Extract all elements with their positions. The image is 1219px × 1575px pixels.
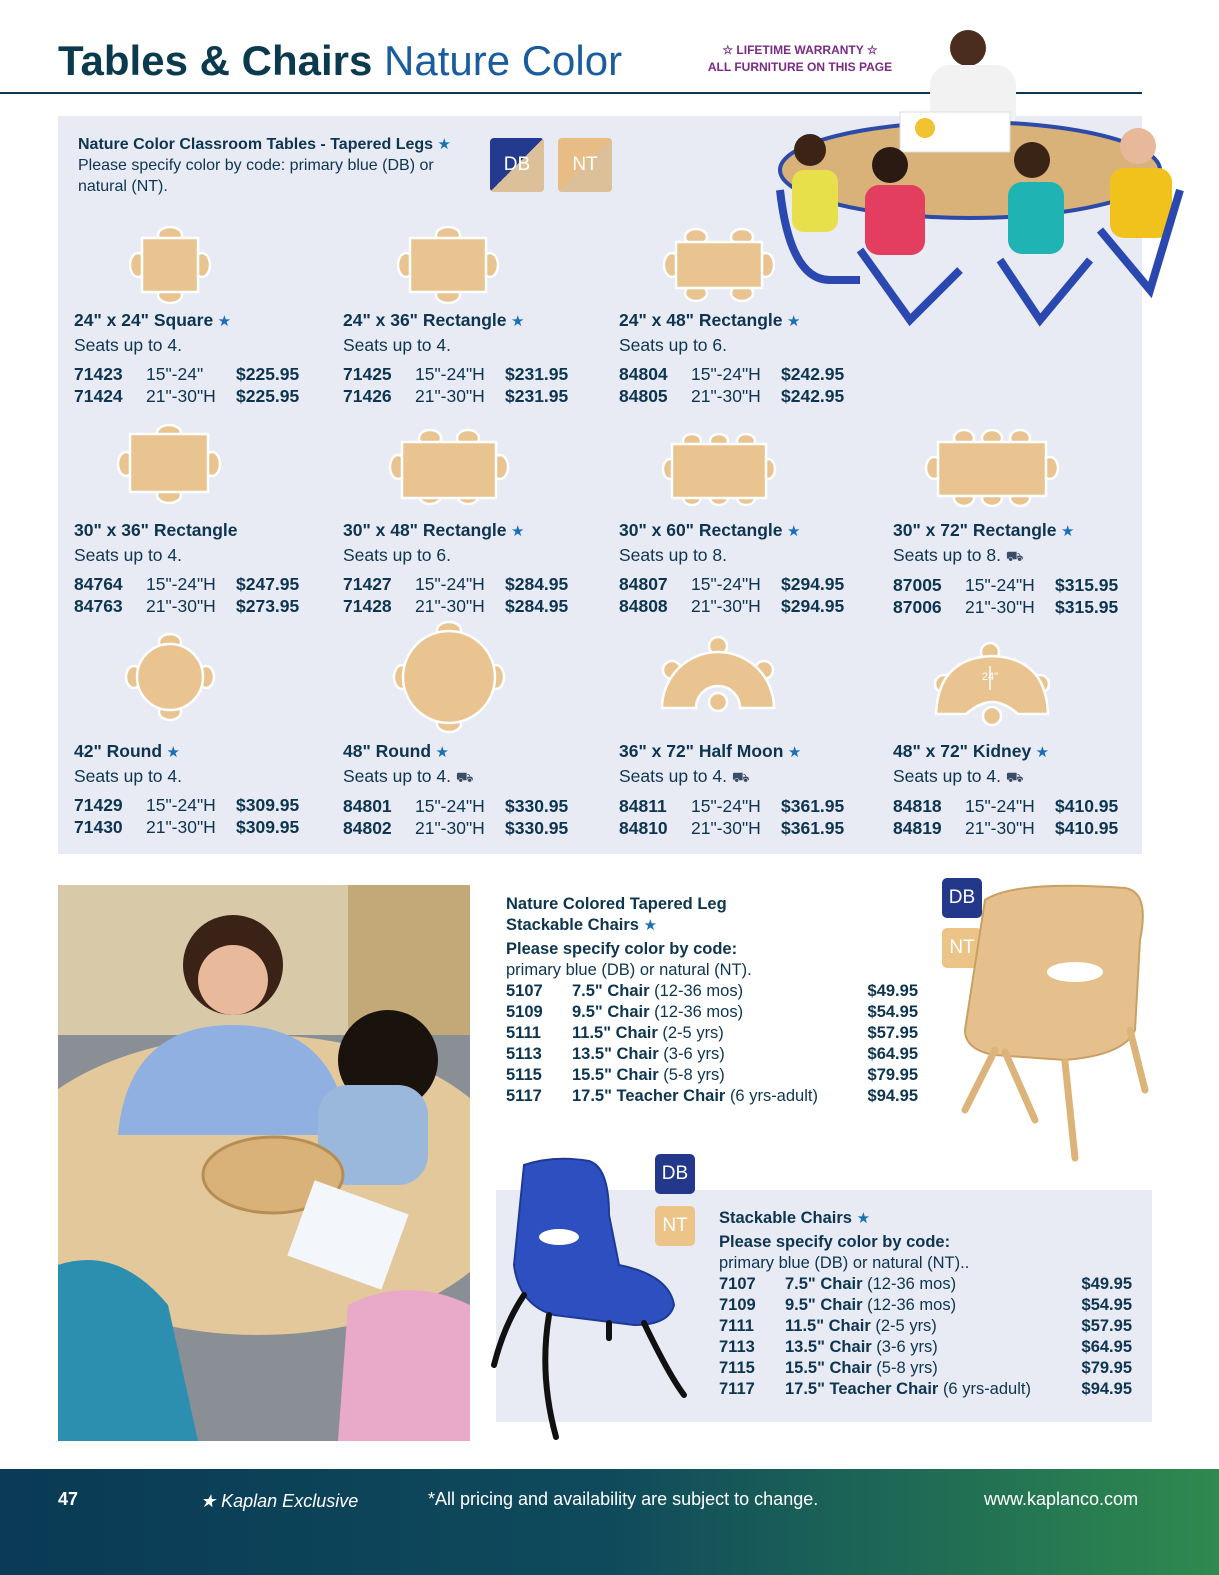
item-price: $247.95 xyxy=(236,574,300,594)
item-height: 21"-30"H xyxy=(691,386,761,406)
kid-1-head xyxy=(794,134,826,166)
chair-age: (6 yrs-adult) xyxy=(729,1087,818,1105)
price-row xyxy=(893,796,1153,817)
item-code: 84763 xyxy=(74,596,123,616)
book-sun xyxy=(915,118,935,138)
chair-size: 9.5" Chair xyxy=(785,1296,863,1314)
item-code: 84764 xyxy=(74,574,123,594)
price-row xyxy=(619,818,879,839)
star-icon: ★ xyxy=(435,744,449,761)
item-price: $242.95 xyxy=(781,364,845,384)
item-code: 7115 xyxy=(719,1359,755,1377)
tapered-heading-1: Nature Colored Tapered Leg xyxy=(506,895,727,913)
table-name: 30" x 36" Rectangle xyxy=(74,520,238,540)
chair-row xyxy=(719,1379,1132,1400)
truck-icon: ⛟ xyxy=(1005,769,1024,785)
item-code: 71425 xyxy=(343,364,392,384)
item-height: 21"-30"H xyxy=(146,386,216,406)
item-price: $315.95 xyxy=(1055,575,1119,595)
stackable-colors: primary blue (DB) or natural (NT).. xyxy=(719,1254,970,1272)
chair-size: 11.5" Chair xyxy=(785,1317,871,1335)
truck-icon: ⛟ xyxy=(731,769,750,785)
chair-size: 7.5" Chair xyxy=(572,982,650,1000)
item-height: 15"-24"H xyxy=(415,574,485,594)
table-seats: Seats up to 4. xyxy=(74,335,182,355)
chair-row xyxy=(719,1274,1132,1295)
item-code: 87006 xyxy=(893,597,942,617)
item-height: 21"-30"H xyxy=(691,818,761,838)
star-icon: ★ xyxy=(787,744,802,761)
star-icon: ★ xyxy=(437,136,451,153)
table-name: 24" x 24" Square xyxy=(74,310,214,330)
table-name: 30" x 60" Rectangle xyxy=(619,520,783,540)
item-code: 84804 xyxy=(619,364,668,384)
warranty-line-2: ALL FURNITURE ON THIS PAGE xyxy=(707,60,893,74)
item-code: 84802 xyxy=(343,818,392,838)
badge-db: DB xyxy=(942,878,982,918)
title-bold: Tables & Chairs xyxy=(58,37,373,84)
item-height: 15"-24"H xyxy=(691,364,761,384)
table-seats: Seats up to 8. xyxy=(893,545,1001,565)
kaplan-exclusive-note: ★ Kaplan Exclusive xyxy=(200,1491,359,1511)
item-code: 71429 xyxy=(74,795,123,815)
item-price: $54.95 xyxy=(867,1003,918,1021)
item-price: $57.95 xyxy=(867,1024,918,1042)
item-code: 84819 xyxy=(893,818,942,838)
item-price: $273.95 xyxy=(236,596,300,616)
chair-row xyxy=(719,1337,1132,1358)
table-seats: Seats up to 6. xyxy=(343,545,451,565)
chair-row xyxy=(506,1044,918,1065)
item-price: $284.95 xyxy=(505,596,569,616)
chair-handle-hole xyxy=(539,1229,579,1245)
chair-size: 13.5" Chair xyxy=(785,1338,872,1356)
table-card xyxy=(619,520,879,617)
price-row xyxy=(343,596,603,617)
table-seats: Seats up to 6. xyxy=(619,335,727,355)
chair-size: 15.5" Chair xyxy=(572,1066,659,1084)
kid-3-body xyxy=(1008,182,1064,254)
item-price: $225.95 xyxy=(236,364,300,384)
chair-row xyxy=(719,1316,1132,1337)
page-number: 47 xyxy=(58,1489,79,1509)
item-height: 21"-30"H xyxy=(415,596,485,616)
price-row xyxy=(893,575,1153,596)
table-shape-48-round xyxy=(392,620,506,734)
table-card xyxy=(343,310,603,407)
swatch-db: DB xyxy=(490,138,544,192)
price-row xyxy=(74,817,334,838)
item-height: 15"-24"H xyxy=(146,574,216,594)
chair-age: (5-8 yrs) xyxy=(663,1066,725,1084)
table-seats: Seats up to 4. xyxy=(74,545,182,565)
item-code: 84808 xyxy=(619,596,668,616)
item-price: $231.95 xyxy=(505,364,569,384)
table-card xyxy=(619,741,879,839)
chair-size: 15.5" Chair xyxy=(785,1359,872,1377)
chair-age: (2-5 yrs) xyxy=(662,1024,724,1042)
chair-row xyxy=(506,1065,918,1086)
price-row xyxy=(74,596,334,617)
table-shape-42-round xyxy=(124,632,216,722)
stackable-chairs-block xyxy=(719,1208,1132,1400)
item-code: 71423 xyxy=(74,364,123,384)
table-name: 48" Round xyxy=(343,741,432,761)
item-price: $57.95 xyxy=(1081,1317,1132,1335)
item-code: 5109 xyxy=(506,1003,543,1021)
item-code: 84811 xyxy=(619,796,667,816)
price-row xyxy=(74,574,334,595)
price-row xyxy=(74,795,334,816)
teacher-face xyxy=(198,945,268,1015)
price-row xyxy=(343,818,603,839)
pricing-disclaimer: *All pricing and availability are subject to change. xyxy=(428,1489,819,1509)
item-price: $410.95 xyxy=(1055,796,1119,816)
item-height: 15"-24"H xyxy=(415,796,485,816)
item-price: $361.95 xyxy=(781,796,845,816)
chair-age: (2-5 yrs) xyxy=(875,1317,937,1335)
table-card xyxy=(74,741,334,838)
item-price: $225.95 xyxy=(236,386,300,406)
chair-row xyxy=(506,981,918,1002)
chair-size: 7.5" Chair xyxy=(785,1275,863,1293)
table-shape-30x36 xyxy=(116,424,222,504)
item-price: $410.95 xyxy=(1055,818,1119,838)
table-seats: Seats up to 8. xyxy=(619,545,727,565)
stackable-specify: Please specify color by code: xyxy=(719,1233,951,1251)
kid-4-head xyxy=(1120,128,1156,164)
item-code: 5115 xyxy=(506,1066,542,1084)
item-code: 71424 xyxy=(74,386,123,406)
tapered-chairs-block xyxy=(506,894,918,1107)
tapered-heading-2: Stackable Chairs xyxy=(506,916,639,934)
badge-nt: NT xyxy=(655,1206,695,1246)
chair-age: (5-8 yrs) xyxy=(876,1359,938,1377)
item-code: 71428 xyxy=(343,596,392,616)
table-card xyxy=(74,310,334,407)
chair-row xyxy=(719,1358,1132,1379)
item-code: 71427 xyxy=(343,574,392,594)
item-code: 71426 xyxy=(343,386,392,406)
photo-cubby xyxy=(348,885,470,1035)
item-price: $361.95 xyxy=(781,818,845,838)
chair-age: (3-6 yrs) xyxy=(663,1045,725,1063)
chair-age: (12-36 mos) xyxy=(654,1003,744,1021)
tables-specify-text: Please specify color by code: primary blue (DB) or natural (NT). xyxy=(78,157,434,195)
item-code: 84805 xyxy=(619,386,668,406)
teacher-head xyxy=(950,30,986,66)
table-name: 24" x 48" Rectangle xyxy=(619,310,783,330)
table-card xyxy=(74,520,334,617)
chair-size: 17.5" Teacher Chair xyxy=(785,1380,939,1398)
item-price: $54.95 xyxy=(1081,1296,1132,1314)
chair-row xyxy=(506,1086,918,1107)
kid-3-head xyxy=(1014,142,1050,178)
item-height: 15"-24"H xyxy=(691,574,761,594)
chair-size: 9.5" Chair xyxy=(572,1003,650,1021)
chair-size: 11.5" Chair xyxy=(572,1024,658,1042)
price-row xyxy=(619,596,879,617)
tapered-colors: primary blue (DB) or natural (NT). xyxy=(506,961,752,979)
tapered-specify: Please specify color by code: xyxy=(506,940,738,958)
item-height: 15"-24"H xyxy=(691,796,761,816)
item-price: $64.95 xyxy=(867,1045,918,1063)
tables-heading: Nature Color Classroom Tables - Tapered Legs xyxy=(78,136,434,153)
item-height: 21"-30"H xyxy=(965,818,1035,838)
table-shape-30x60 xyxy=(660,432,778,506)
table-name: 48" x 72" Kidney xyxy=(893,741,1032,761)
price-row xyxy=(893,597,1153,618)
star-icon: ★ xyxy=(1060,523,1075,540)
chair-age: (6 yrs-adult) xyxy=(942,1380,1031,1398)
table-card xyxy=(343,520,603,617)
chair-age: (12-36 mos) xyxy=(654,982,744,1000)
chair-row xyxy=(506,1023,918,1044)
item-price: $315.95 xyxy=(1055,597,1119,617)
item-height: 21"-30"H xyxy=(691,596,761,616)
item-price: $79.95 xyxy=(1081,1359,1132,1377)
item-price: $242.95 xyxy=(781,386,845,406)
price-row xyxy=(343,386,603,407)
item-price: $294.95 xyxy=(781,574,845,594)
child-right xyxy=(338,1290,470,1441)
item-price: $94.95 xyxy=(867,1087,918,1105)
item-code: 84801 xyxy=(343,796,392,816)
item-code: 87005 xyxy=(893,575,942,595)
item-code: 5117 xyxy=(506,1087,542,1105)
item-height: 15"-24"H xyxy=(415,364,485,384)
item-price: $330.95 xyxy=(505,818,569,838)
table-shape-24x48 xyxy=(662,226,776,304)
item-code: 7111 xyxy=(719,1317,754,1335)
table-seats: Seats up to 4. xyxy=(619,766,727,786)
star-icon: ★ xyxy=(856,1210,871,1227)
star-icon: ★ xyxy=(217,313,232,330)
item-price: $94.95 xyxy=(1081,1380,1132,1398)
chair-age: (12-36 mos) xyxy=(867,1296,957,1314)
table-name: 24" x 36" Rectangle xyxy=(343,310,507,330)
item-height: 21"-30"H xyxy=(146,817,216,837)
website-link[interactable]: www.kaplanco.com xyxy=(984,1489,1139,1509)
item-code: 5111 xyxy=(506,1024,541,1042)
price-row xyxy=(343,364,603,385)
table-shape-half-moon xyxy=(656,636,780,718)
natural-chair-image xyxy=(935,880,1155,1165)
table-name: 42" Round xyxy=(74,741,163,761)
item-height: 15"-24"H xyxy=(146,795,216,815)
item-price: $294.95 xyxy=(781,596,845,616)
chair-shell xyxy=(514,1159,674,1325)
price-row xyxy=(343,574,603,595)
item-height: 15"-24"H xyxy=(965,796,1035,816)
tables-intro xyxy=(78,134,478,197)
item-code: 71430 xyxy=(74,817,123,837)
table-shape-kidney xyxy=(930,642,1054,728)
warranty-line-1: ☆ LIFETIME WARRANTY ☆ xyxy=(722,43,878,57)
kid-4-body xyxy=(1110,168,1172,238)
item-code: 5107 xyxy=(506,982,543,1000)
item-height: 21"-30"H xyxy=(415,386,485,406)
star-icon: ★ xyxy=(1035,744,1050,761)
badge-nt: NT xyxy=(942,928,982,968)
price-row xyxy=(74,364,334,385)
star-icon: ★ xyxy=(510,523,525,540)
item-price: $49.95 xyxy=(1081,1275,1132,1293)
chair-row xyxy=(506,1002,918,1023)
item-price: $64.95 xyxy=(1081,1338,1132,1356)
star-icon: ★ xyxy=(510,313,525,330)
star-icon: ★ xyxy=(786,523,801,540)
item-height: 21"-30"H xyxy=(146,596,216,616)
price-row xyxy=(343,796,603,817)
chair-size: 17.5" Teacher Chair xyxy=(572,1087,726,1105)
chair-front-2 xyxy=(1000,260,1090,320)
stackable-heading: Stackable Chairs xyxy=(719,1209,852,1227)
page-footer xyxy=(0,1469,1219,1575)
table-seats: Seats up to 4. xyxy=(343,335,451,355)
kid-1-body xyxy=(792,170,838,232)
price-row xyxy=(619,364,879,385)
table-name: 30" x 48" Rectangle xyxy=(343,520,507,540)
item-code: 84807 xyxy=(619,574,668,594)
table-seats: Seats up to 4. xyxy=(893,766,1001,786)
table-shape-30x48 xyxy=(388,428,510,506)
item-code: 84810 xyxy=(619,818,668,838)
item-price: $79.95 xyxy=(867,1066,918,1084)
chair-row xyxy=(719,1295,1132,1316)
table-card xyxy=(893,741,1153,839)
badge-db: DB xyxy=(655,1154,695,1194)
table-seats: Seats up to 4. xyxy=(74,766,182,786)
item-code: 7113 xyxy=(719,1338,755,1356)
table-name: 30" x 72" Rectangle xyxy=(893,520,1057,540)
price-row xyxy=(619,574,879,595)
item-code: 7109 xyxy=(719,1296,756,1314)
item-height: 21"-30"H xyxy=(965,597,1035,617)
table-card xyxy=(619,310,879,407)
table-card xyxy=(893,520,1153,618)
chair-age: (3-6 yrs) xyxy=(876,1338,938,1356)
table-name: 36" x 72" Half Moon xyxy=(619,741,784,761)
item-price: $309.95 xyxy=(236,817,300,837)
title-light: Nature Color xyxy=(384,37,623,84)
item-price: $231.95 xyxy=(505,386,569,406)
table-shape-24x36 xyxy=(396,226,500,304)
photo-teacher-with-children xyxy=(58,885,470,1441)
item-code: 5113 xyxy=(506,1045,542,1063)
truck-icon: ⛟ xyxy=(455,769,474,785)
item-height: 15"-24" xyxy=(146,364,204,384)
item-price: $284.95 xyxy=(505,574,569,594)
item-price: $330.95 xyxy=(505,796,569,816)
item-height: 21"-30"H xyxy=(415,818,485,838)
page-title xyxy=(58,37,623,84)
table-card xyxy=(343,741,603,839)
blue-chair-image xyxy=(484,1155,694,1445)
price-row xyxy=(74,386,334,407)
kid-2-head xyxy=(872,147,908,183)
star-icon: ★ xyxy=(166,744,180,761)
table-seats: Seats up to 4. xyxy=(343,766,451,786)
item-code: 7117 xyxy=(719,1380,755,1398)
chair-size: 13.5" Chair xyxy=(572,1045,659,1063)
item-height: 15"-24"H xyxy=(965,575,1035,595)
photo-kids-at-table xyxy=(770,20,1190,360)
price-row xyxy=(619,796,879,817)
item-price: $49.95 xyxy=(867,982,918,1000)
price-row xyxy=(619,386,879,407)
star-icon: ★ xyxy=(643,917,658,934)
chair-handle-hole xyxy=(1047,962,1103,982)
kid-2-body xyxy=(865,185,925,255)
star-icon: ★ xyxy=(786,313,801,330)
item-code: 7107 xyxy=(719,1275,756,1293)
table-shape-30x72 xyxy=(924,428,1060,508)
price-row xyxy=(893,818,1153,839)
chair-age: (12-36 mos) xyxy=(867,1275,957,1293)
truck-icon: ⛟ xyxy=(1005,548,1024,564)
swatch-nt: NT xyxy=(558,138,612,192)
kidney-dimension-label: 24" xyxy=(981,671,999,683)
item-price: $309.95 xyxy=(236,795,300,815)
item-code: 84818 xyxy=(893,796,942,816)
table-shape-square xyxy=(128,226,212,304)
